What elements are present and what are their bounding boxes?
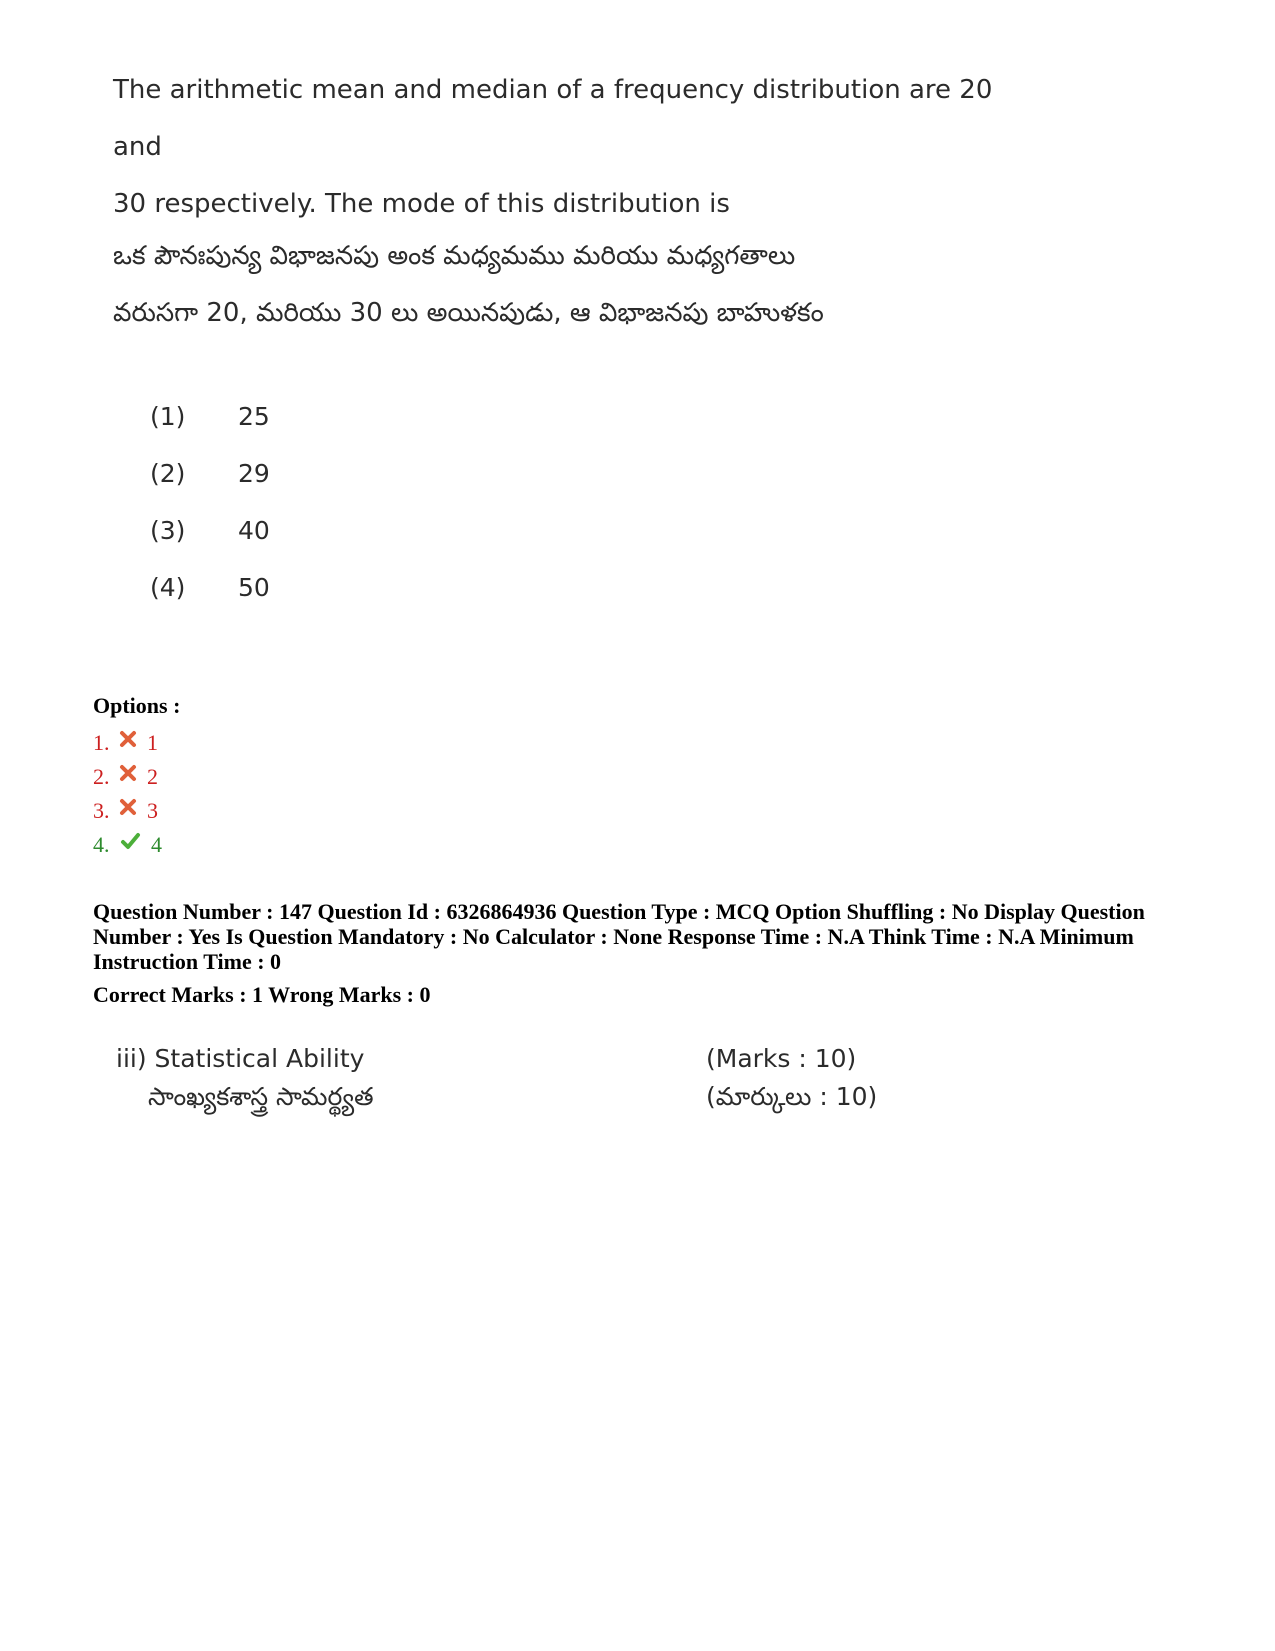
option-item — [93, 760, 162, 794]
check-icon — [119, 832, 141, 850]
question-text-telugu — [113, 228, 1033, 342]
option-number: 3. — [93, 798, 110, 823]
choice-value: 25 — [238, 402, 270, 431]
section-row-english — [116, 1040, 976, 1078]
option-item — [93, 726, 162, 760]
question-line-telugu: ఒక పౌనఃపున్య విభాజనపు అంక మధ్యమము మరియు మధ్యగతాలు — [113, 241, 796, 271]
question-choice — [150, 402, 270, 459]
section-header — [116, 1040, 976, 1116]
choice-value: 40 — [238, 516, 270, 545]
option-label: 3 — [147, 798, 158, 823]
question-metadata: Question Number : 147 Question Id : 6326864936 Question Type : MCQ Option Shuffling : No Display Question Number : Yes Is Question Mandatory : No Calculator : None Response Time : N.A Think Time : N.A Minimum Instruction Time : 0 — [93, 899, 1145, 974]
section-row-telugu — [116, 1078, 976, 1116]
question-line-telugu: వరుసగా 20, మరియు 30 లు అయినపుడు, ఆ విభాజనపు బాహుళకం — [113, 298, 824, 328]
option-label: 4 — [151, 832, 162, 857]
options-list — [93, 726, 162, 862]
section-marks: (Marks : 10) — [706, 1044, 857, 1073]
question-choices — [150, 402, 270, 630]
section-marks-telugu: (మార్కులు : 10) — [706, 1082, 878, 1111]
choice-value: 29 — [238, 459, 270, 488]
option-label: 1 — [147, 730, 158, 755]
question-text-english — [113, 62, 1033, 233]
section-title: iii) Statistical Ability — [116, 1044, 365, 1073]
option-number: 4. — [93, 832, 110, 857]
choice-number: (3) — [150, 516, 186, 545]
choice-value: 50 — [238, 573, 270, 602]
option-number: 2. — [93, 764, 110, 789]
question-choice — [150, 516, 270, 573]
option-item — [93, 794, 162, 828]
cross-icon — [119, 798, 137, 816]
choice-number: (1) — [150, 402, 186, 431]
option-label: 2 — [147, 764, 158, 789]
option-item — [93, 828, 162, 862]
question-line: 30 respectively. The mode of this distribution is — [113, 189, 730, 219]
cross-icon — [119, 730, 137, 748]
question-choice — [150, 573, 270, 630]
section-title-telugu: సాంఖ్యకశాస్త్ర సామర్థ్యత — [148, 1082, 374, 1111]
question-line: The arithmetic mean and median of a frequency distribution are 20 and — [113, 75, 993, 162]
cross-icon — [119, 764, 137, 782]
option-number: 1. — [93, 730, 110, 755]
choice-number: (2) — [150, 459, 186, 488]
marks-info: Correct Marks : 1 Wrong Marks : 0 — [93, 982, 431, 1007]
choice-number: (4) — [150, 573, 186, 602]
options-heading: Options : — [93, 693, 181, 718]
question-choice — [150, 459, 270, 516]
